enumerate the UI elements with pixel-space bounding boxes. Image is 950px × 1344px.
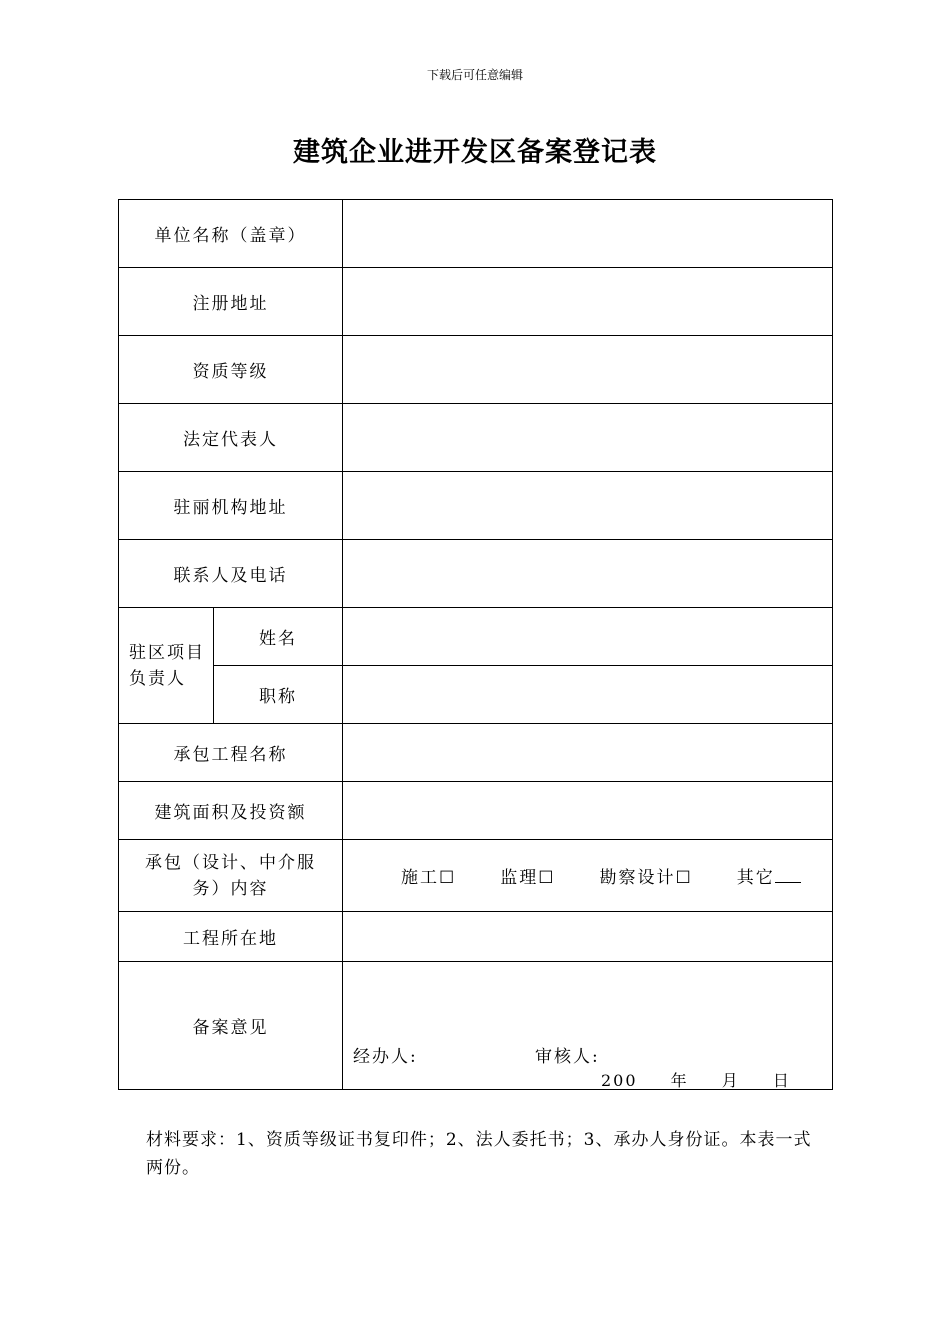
date-day-unit: 日 <box>772 1071 791 1090</box>
field-contract-name[interactable] <box>343 724 833 782</box>
label-contact: 联系人及电话 <box>119 540 343 608</box>
row-legal-rep <box>119 404 833 472</box>
field-area-investment[interactable] <box>343 782 833 840</box>
date-line <box>601 1068 817 1091</box>
label-legal-rep: 法定代表人 <box>119 404 343 472</box>
label-company-name: 单位名称（盖章） <box>119 200 343 268</box>
reviewer-label: 审核人: <box>535 1047 600 1067</box>
row-contract-name <box>119 724 833 782</box>
field-contract-scope <box>343 840 833 912</box>
label-project-location: 工程所在地 <box>119 912 343 962</box>
label-filing-opinion: 备案意见 <box>119 962 343 1090</box>
option-survey-design-checkbox[interactable]: 勘察设计☐ <box>599 868 693 888</box>
row-qualification <box>119 336 833 404</box>
registration-form-table <box>118 199 833 1090</box>
field-filing-opinion[interactable] <box>343 962 833 1090</box>
row-project-location <box>119 912 833 962</box>
date-year-unit: 年 <box>670 1071 689 1090</box>
date-month-unit: 月 <box>721 1071 740 1090</box>
header-note: 下载后可任意编辑 <box>426 68 523 82</box>
row-filing-opinion <box>119 962 833 1090</box>
label-contract-name: 承包工程名称 <box>119 724 343 782</box>
label-qualification: 资质等级 <box>119 336 343 404</box>
page-title: 建筑企业进开发区备案登记表 <box>293 137 657 168</box>
label-contract-scope: 承包（设计、中介服务）内容 <box>119 840 343 912</box>
option-other <box>737 863 801 888</box>
label-project-leader: 驻区项目负责人 <box>119 608 214 724</box>
material-requirements-note: 材料要求：1、资质等级证书复印件；2、法人委托书；3、承办人身份证。本表一式两份。 <box>146 1130 812 1178</box>
row-contract-scope <box>119 840 833 912</box>
row-leader-title <box>119 666 833 724</box>
label-leader-name: 姓名 <box>214 608 343 666</box>
field-project-location[interactable] <box>343 912 833 962</box>
row-office-address <box>119 472 833 540</box>
field-contact[interactable] <box>343 540 833 608</box>
handler-label: 经办人: <box>353 1047 418 1067</box>
field-qualification[interactable] <box>343 336 833 404</box>
label-leader-title: 职称 <box>214 666 343 724</box>
field-legal-rep[interactable] <box>343 404 833 472</box>
date-year: 200 <box>601 1071 638 1090</box>
opinion-block <box>343 962 832 1089</box>
row-leader-name <box>119 608 833 666</box>
field-leader-name[interactable] <box>343 608 833 666</box>
scope-options <box>343 863 832 888</box>
option-construction-checkbox[interactable]: 施工☐ <box>401 868 457 888</box>
row-area-investment <box>119 782 833 840</box>
option-other-blank[interactable] <box>775 868 801 883</box>
label-office-address: 驻丽机构地址 <box>119 472 343 540</box>
row-contact <box>119 540 833 608</box>
field-leader-title[interactable] <box>343 666 833 724</box>
label-reg-address: 注册地址 <box>119 268 343 336</box>
field-office-address[interactable] <box>343 472 833 540</box>
row-company-name <box>119 200 833 268</box>
field-company-name[interactable] <box>343 200 833 268</box>
label-area-investment: 建筑面积及投资额 <box>119 782 343 840</box>
field-reg-address[interactable] <box>343 268 833 336</box>
option-supervision-checkbox[interactable]: 监理☐ <box>500 868 556 888</box>
row-reg-address <box>119 268 833 336</box>
option-other-label: 其它 <box>736 868 775 888</box>
